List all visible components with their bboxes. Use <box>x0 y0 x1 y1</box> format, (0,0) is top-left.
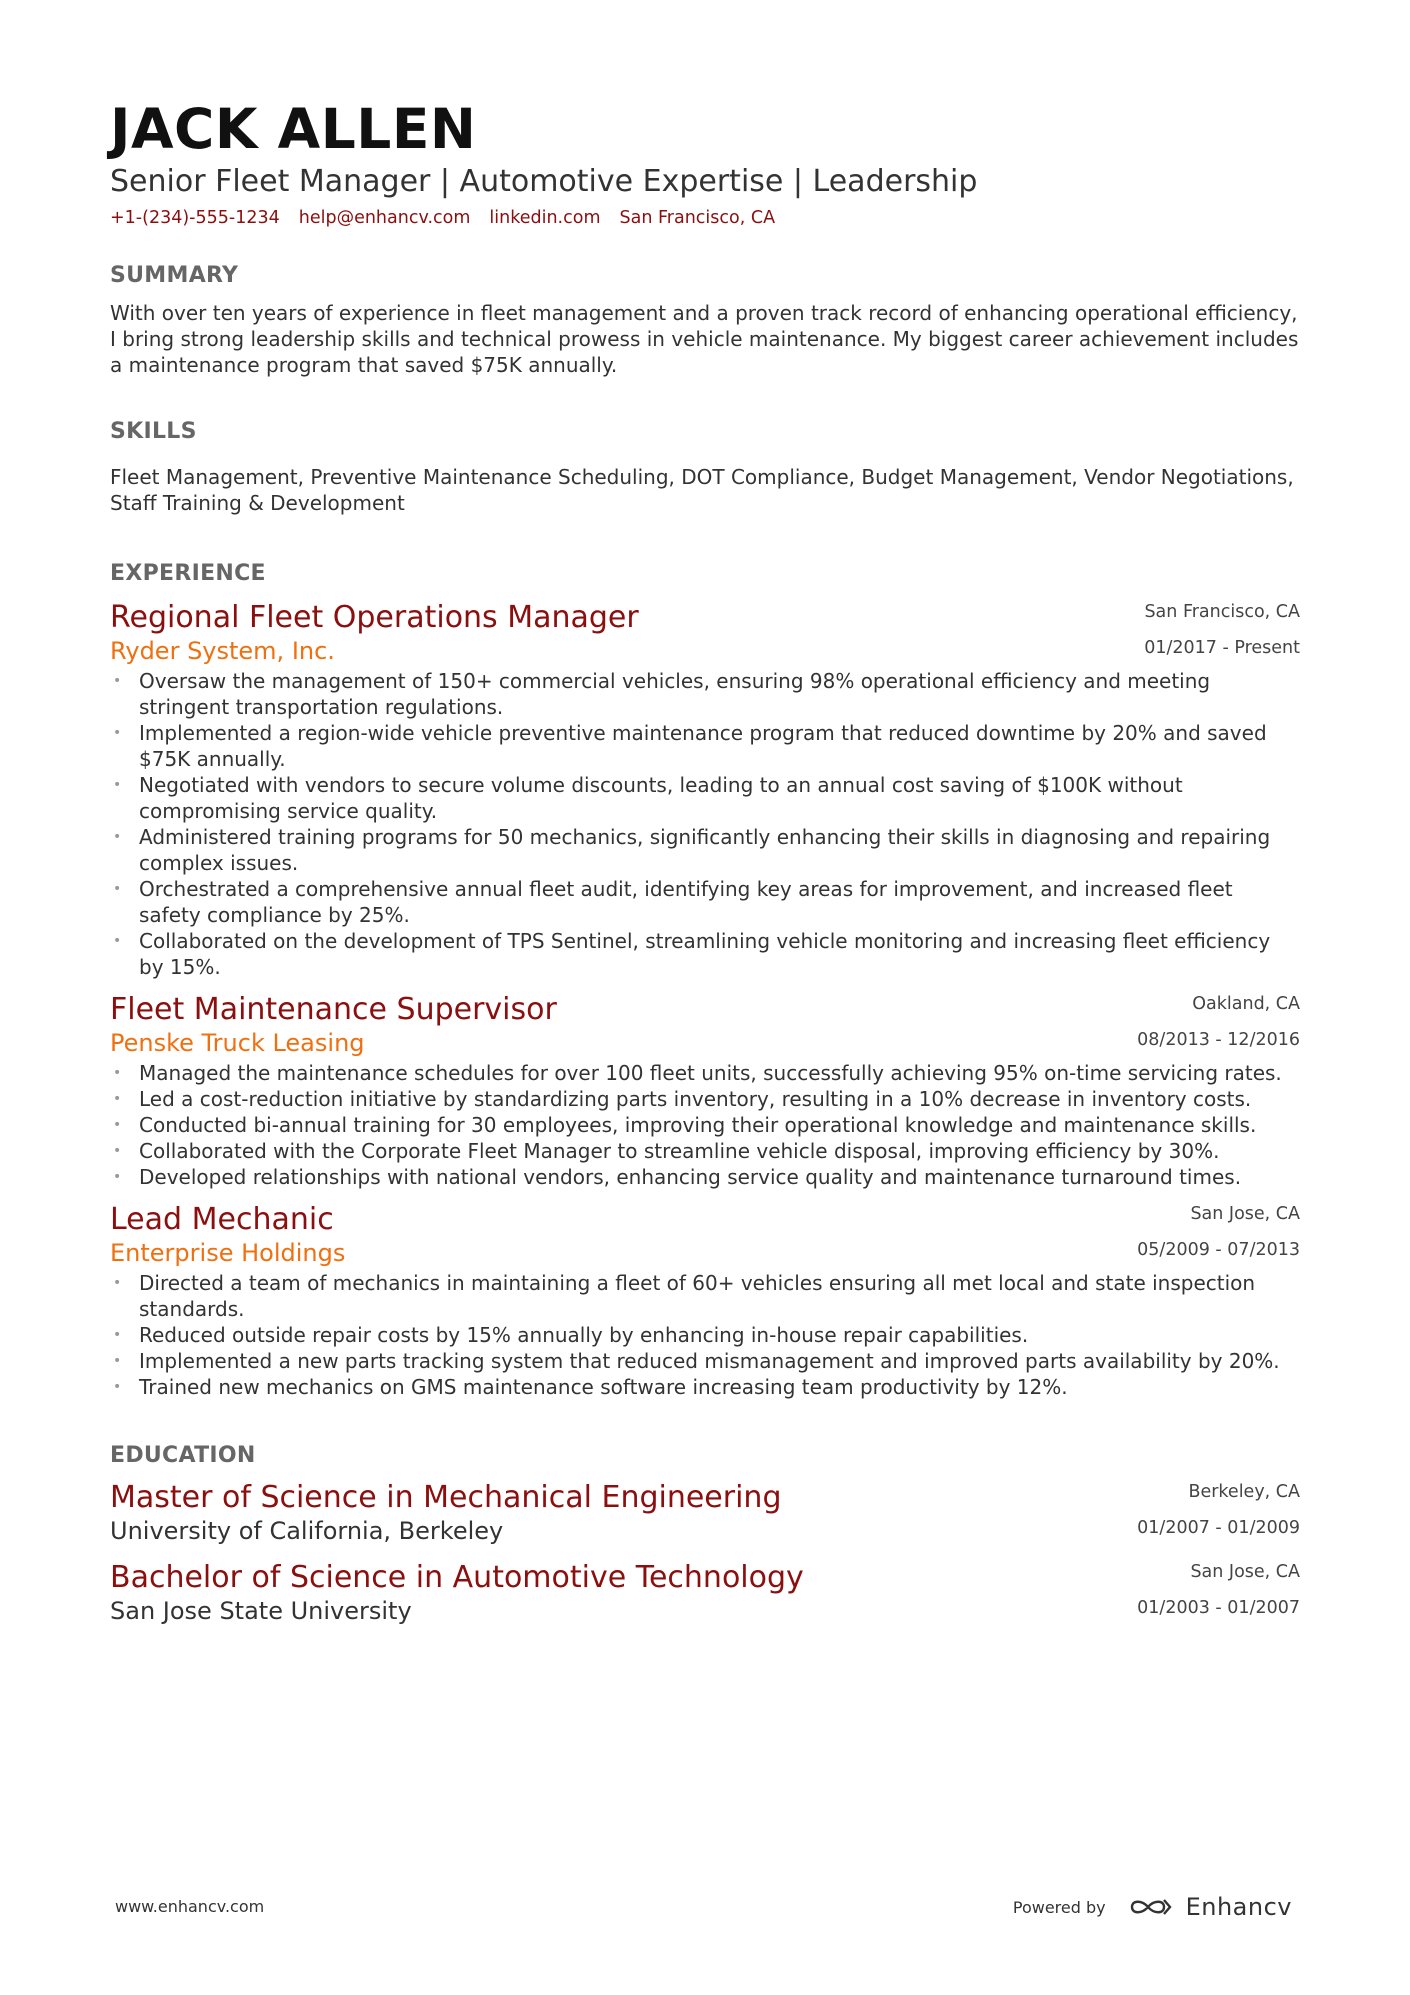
summary-text: With over ten years of experience in fleet management and a proven track record of enhancing operational efficiency, I bring strong leadership skills and technical prowess in vehicle maintenance. My biggest career achievement includes a maintenance program that saved $75K annually. <box>110 301 1299 377</box>
contact-phone[interactable]: +1-(234)-555-1234 <box>110 208 280 228</box>
job-bullet: • Collaborated on the development of TPS Sentinel, streamlining vehicle monitoring and increasing fleet efficiency by 15%. <box>110 928 1300 980</box>
skills-title: SKILLS <box>110 419 197 444</box>
job-location: Oakland, CA <box>1192 994 1300 1014</box>
job-bullet: • Reduced outside repair costs by 15% annually by enhancing in-house repair capabilities. <box>110 1322 1300 1348</box>
page-footer <box>0 1893 1410 1923</box>
job-title: Regional Fleet Operations Manager <box>110 600 639 635</box>
job-title: Fleet Maintenance Supervisor <box>110 992 557 1027</box>
education-entry <box>110 1560 1300 1626</box>
candidate-name: JACK ALLEN <box>110 97 477 161</box>
contact-email[interactable]: help@enhancv.com <box>298 208 471 228</box>
job-location: San Francisco, CA <box>1144 602 1300 622</box>
school-location: Berkeley, CA <box>1188 1482 1300 1502</box>
enhancv-logo-icon <box>1128 1894 1174 1920</box>
school-location: San Jose, CA <box>1190 1562 1300 1582</box>
job-location: San Jose, CA <box>1190 1204 1300 1224</box>
education-dates: 01/2007 - 01/2009 <box>1137 1518 1300 1538</box>
brand-name: Enhancv <box>1185 1893 1292 1921</box>
job-bullet: • Developed relationships with national vendors, enhancing service quality and maintenance turnaround times. <box>110 1164 1300 1190</box>
job-bullet: • Oversaw the management of 150+ commercial vehicles, ensuring 98% operational efficiency and meeting stringent transportation regulations. <box>110 668 1300 720</box>
school-name: University of California, Berkeley <box>110 1517 504 1545</box>
job-bullet: • Collaborated with the Corporate Fleet Manager to streamline vehicle disposal, improving efficiency by 30%. <box>110 1138 1300 1164</box>
school-name: San Jose State University <box>110 1597 412 1625</box>
job-dates: 01/2017 - Present <box>1144 638 1300 658</box>
education-dates: 01/2003 - 01/2007 <box>1137 1598 1300 1618</box>
brand-logo <box>1128 1893 1292 1921</box>
job-bullet: • Trained new mechanics on GMS maintenance software increasing team productivity by 12%. <box>110 1374 1300 1400</box>
job-bullet: • Directed a team of mechanics in maintaining a fleet of 60+ vehicles ensuring all met local and state inspection standards. <box>110 1270 1300 1322</box>
skills-section <box>110 418 1300 516</box>
job-bullet: • Led a cost-reduction initiative by standardizing parts inventory, resulting in a 10% decrease in inventory costs. <box>110 1086 1300 1112</box>
job-title: Lead Mechanic <box>110 1202 334 1237</box>
contact-info <box>110 206 1300 230</box>
job-bullet: • Implemented a new parts tracking system that reduced mismanagement and improved parts availability by 20%. <box>110 1348 1300 1374</box>
education-section <box>110 1442 1300 1626</box>
job-dates: 05/2009 - 07/2013 <box>1137 1240 1300 1260</box>
education-entry <box>110 1480 1300 1546</box>
contact-location: San Francisco, CA <box>619 208 776 228</box>
summary-title: SUMMARY <box>110 263 239 288</box>
degree-title: Master of Science in Mechanical Engineering <box>110 1480 782 1515</box>
resume-header <box>110 96 1300 230</box>
job-bullet: • Administered training programs for 50 mechanics, significantly enhancing their skills in diagnosing and repairing complex issues. <box>110 824 1300 876</box>
experience-entry <box>110 992 1300 1190</box>
candidate-headline: Senior Fleet Manager | Automotive Expertise | Leadership <box>110 164 978 199</box>
job-bullet: • Orchestrated a comprehensive annual fleet audit, identifying key areas for improvement, and increased fleet safety compliance by 25%. <box>110 876 1300 928</box>
job-bullet: • Managed the maintenance schedules for over 100 fleet units, successfully achieving 95% on-time servicing rates. <box>110 1060 1300 1086</box>
job-bullets <box>110 668 1300 980</box>
job-bullet: • Negotiated with vendors to secure volume discounts, leading to an annual cost saving of $100K without compromising service quality. <box>110 772 1300 824</box>
contact-linkedin[interactable]: linkedin.com <box>489 208 601 228</box>
company-name: Enterprise Holdings <box>110 1239 346 1267</box>
company-name: Penske Truck Leasing <box>110 1029 365 1057</box>
experience-entry <box>110 600 1300 980</box>
skills-text: Fleet Management, Preventive Maintenance Scheduling, DOT Compliance, Budget Management, Vendor Negotiations, Staff Training & Development <box>110 465 1294 515</box>
company-name: Ryder System, Inc. <box>110 637 335 665</box>
job-bullets <box>110 1270 1300 1400</box>
experience-entry <box>110 1202 1300 1400</box>
degree-title: Bachelor of Science in Automotive Technology <box>110 1560 804 1595</box>
experience-section <box>110 560 1300 1400</box>
job-bullets <box>110 1060 1300 1190</box>
experience-title: EXPERIENCE <box>110 561 266 586</box>
job-dates: 08/2013 - 12/2016 <box>1137 1030 1300 1050</box>
powered-by-badge[interactable] <box>1013 1893 1292 1921</box>
job-bullet: • Conducted bi-annual training for 30 employees, improving their operational knowledge and maintenance skills. <box>110 1112 1300 1138</box>
education-title: EDUCATION <box>110 1443 256 1468</box>
summary-section <box>110 262 1300 378</box>
footer-website-link[interactable]: www.enhancv.com <box>115 1897 265 1916</box>
job-bullet: • Implemented a region-wide vehicle preventive maintenance program that reduced downtime by 20% and saved $75K annually. <box>110 720 1300 772</box>
powered-by-label: Powered by <box>1012 1897 1106 1917</box>
